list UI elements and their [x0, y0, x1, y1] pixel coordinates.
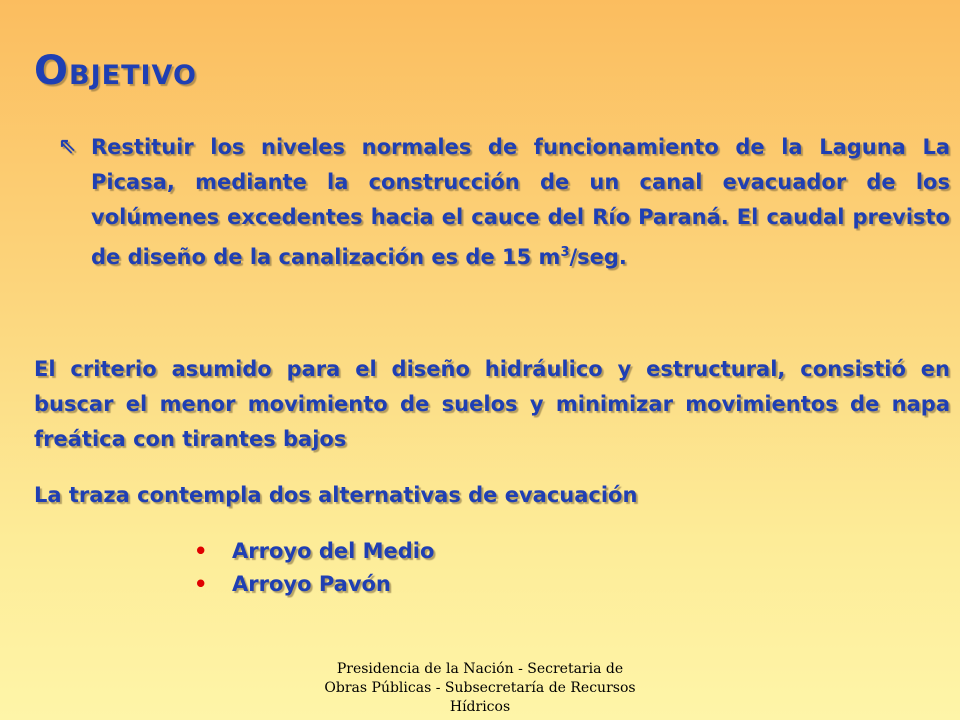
objective-text-end: /seg. — [569, 245, 627, 269]
objective-item — [58, 130, 950, 275]
alternatives-list — [194, 535, 434, 601]
objective-text — [91, 130, 950, 275]
bullet-icon: • — [194, 572, 208, 596]
bullet-icon: • — [194, 539, 208, 563]
criteria-paragraph: El criterio asumido para el diseño hidráulico y estructural, consistió en buscar el menor movimiento de suelos y minimizar movimientos de napa freática con tirantes bajos — [34, 357, 950, 451]
slide-title — [34, 48, 197, 94]
title-rest: BJETIVO — [69, 60, 197, 91]
list-item — [194, 568, 434, 601]
objective-text-main: Restituir los niveles normales de funcionamiento de la Laguna La Picasa, mediante la construcción de un canal evacuador de los volúmenes excedentes hacia el cauce del Río Paraná. El caudal previsto de diseño de la canalización es de 15 m — [91, 135, 950, 269]
title-initial: O — [34, 48, 70, 94]
list-item — [194, 535, 434, 568]
footer-text: Presidencia de la Nación - Secretaria de Obras Públicas - Subsecretaría de Recursos Hídricos — [324, 661, 636, 715]
objective-superscript: 3 — [560, 245, 570, 260]
route-paragraph: La traza contempla dos alternativas de evacuación — [34, 483, 638, 507]
alternative-label: Arroyo Pavón — [232, 572, 391, 596]
alternative-label: Arroyo del Medio — [232, 539, 435, 563]
arrow-up-left-icon: ⇖ — [58, 134, 77, 159]
